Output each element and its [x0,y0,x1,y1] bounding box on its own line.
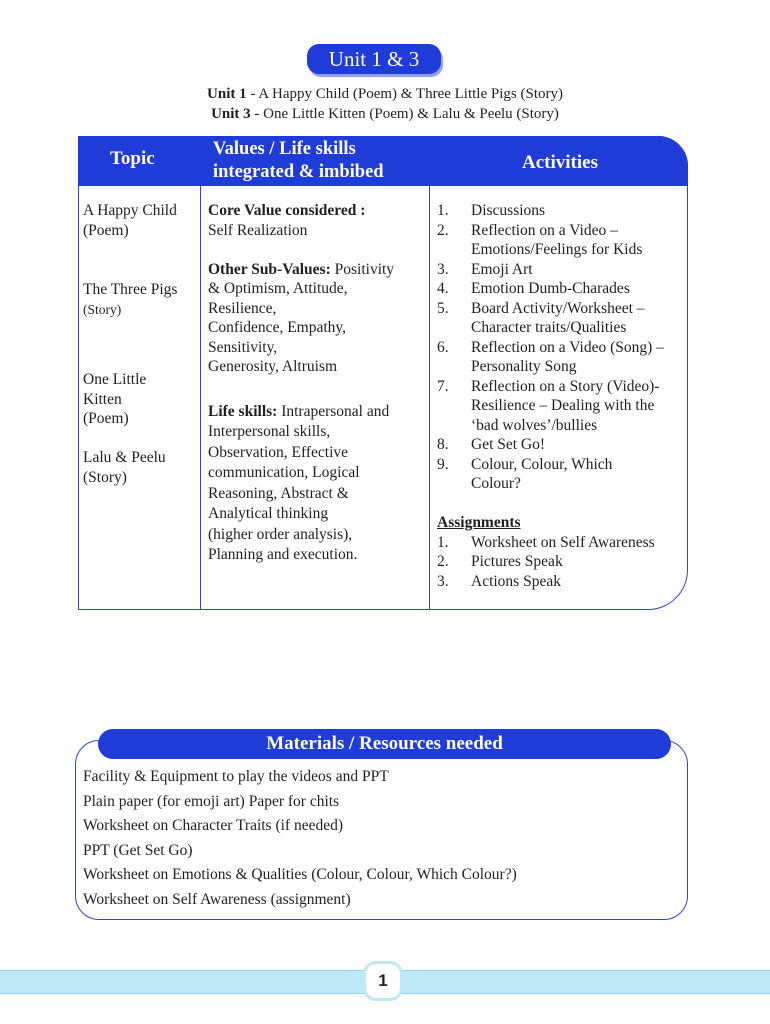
activity-text: Reflection on a Video – [471,221,618,239]
activity-item [437,201,664,221]
unit3-line [0,106,770,123]
assignment-text: Actions Speak [471,572,561,590]
topic-text: (Story) [83,301,122,317]
unit1-line [0,86,770,103]
topic-text: (Story) [83,468,127,486]
activity-item [437,435,664,455]
life-skills-text: Observation, Effective [208,443,349,461]
activity-text: Colour, Colour, Which [471,455,613,473]
activity-text: Board Activity/Worksheet – [471,299,645,317]
material-item: Worksheet on Self Awareness (assignment) [83,890,351,908]
assignment-number: 3. [437,572,449,590]
activity-item [437,299,664,338]
life-skills-text: Reasoning, Abstract & [208,484,349,502]
activity-text: Emotion Dumb-Charades [471,280,630,297]
topic-text: Kitten [83,390,122,408]
topic-2 [83,280,177,319]
material-item: Worksheet on Character Traits (if needed) [83,817,344,834]
assignments-heading: Assignments [437,514,521,531]
assignment-number: 2. [437,553,449,570]
topic-text: (Poem) [83,221,129,239]
assignment-item [437,572,664,592]
values-column [208,201,394,566]
activity-number: 9. [437,455,449,473]
topic-4 [83,448,166,487]
activity-text: Reflection on a Story (Video)- [471,377,660,395]
page-number: 1 [366,964,400,998]
unit1-label: Unit 1 [207,86,247,102]
header-values [213,138,384,184]
activity-number: 5. [437,299,449,317]
topic-1 [83,201,177,240]
unit3-text: - One Little Kitten (Poem) & Lalu & Peelu (Story) [250,106,559,122]
material-item: Facility & Equipment to play the videos and PPT [83,768,389,785]
activity-item [437,455,664,494]
unit3-label: Unit 3 [211,106,251,122]
activity-text: Discussions [471,202,546,219]
activity-item [437,338,664,377]
sub-values-text: Generosity, Altruism [208,358,338,375]
activity-text: Reflection on a Video (Song) – [471,338,664,356]
sub-values-text: Confidence, Empathy, [208,319,347,336]
core-value-label: Core Value considered : [208,202,366,219]
activity-number: 4. [437,280,449,297]
activity-number: 2. [437,221,449,239]
activity-text: Emotions/Feelings for Kids [471,241,643,258]
life-skills-text: communication, Logical [208,464,360,481]
column-divider [429,186,430,610]
activity-item [437,279,664,299]
material-item: Worksheet on Emotions & Qualities (Colour, Colour, Which Colour?) [83,866,517,883]
unit-badge: Unit 1 & 3 [307,44,441,74]
activity-text: ‘bad wolves’/bullies [471,416,598,434]
activity-number: 1. [437,202,449,219]
topic-text: The Three Pigs [83,281,178,298]
sub-values-text: Positivity [330,260,395,278]
sub-values-text: Sensitivity, [208,338,278,356]
activity-text: Personality Song [471,358,577,375]
activity-text: Character traits/Qualities [471,319,627,336]
sub-values-label: Other Sub-Values: [208,260,331,278]
activity-item [437,377,664,436]
activity-item [437,221,664,260]
topic-text: One Little [83,371,147,388]
life-skills-text: Planning and execution. [208,546,358,563]
assignment-item [437,552,664,572]
topic-3 [83,370,146,429]
activity-text: Emoji Art [471,260,533,278]
life-skills-text: Interpersonal skills, [208,423,331,440]
material-item: Plain paper (for emoji art) Paper for chits [83,792,340,810]
activity-text: Get Set Go! [471,436,546,453]
activity-text: Colour? [471,475,521,492]
activity-item [437,260,664,280]
core-value: Self Realization [208,221,308,239]
activity-text: Resilience – Dealing with the [471,397,655,414]
materials-title: Materials / Resources needed [98,729,671,759]
header-values-line2: integrated & imbibed [213,162,384,182]
activities-list [437,201,664,591]
assignment-number: 1. [437,533,449,551]
activity-number: 8. [437,436,449,453]
column-divider [200,186,201,610]
life-skills-text: Analytical thinking [208,505,329,522]
topic-text: A Happy Child [83,202,177,219]
materials-list [83,765,517,912]
life-skills-text: Intrapersonal and [277,402,390,420]
sub-values-text: Resilience, [208,299,277,317]
unit1-text: - A Happy Child (Poem) & Three Little Pigs (Story) [246,86,563,102]
topic-text: Lalu & Peelu [83,449,166,466]
header-values-line1: Values / Life skills [213,139,356,159]
life-skills-label: Life skills: [208,402,278,420]
material-item: PPT (Get Set Go) [83,841,193,859]
assignment-item [437,533,664,553]
assignment-text: Worksheet on Self Awareness [471,533,655,551]
activity-number: 6. [437,338,449,356]
activity-number: 7. [437,377,449,395]
topic-text: (Poem) [83,410,129,427]
header-topic: Topic [110,148,155,169]
activity-number: 3. [437,260,449,278]
sub-values-text: & Optimism, Attitude, [208,280,348,297]
assignment-text: Pictures Speak [471,553,563,570]
header-activities: Activities [522,152,598,173]
life-skills-text: (higher order analysis), [208,525,353,543]
